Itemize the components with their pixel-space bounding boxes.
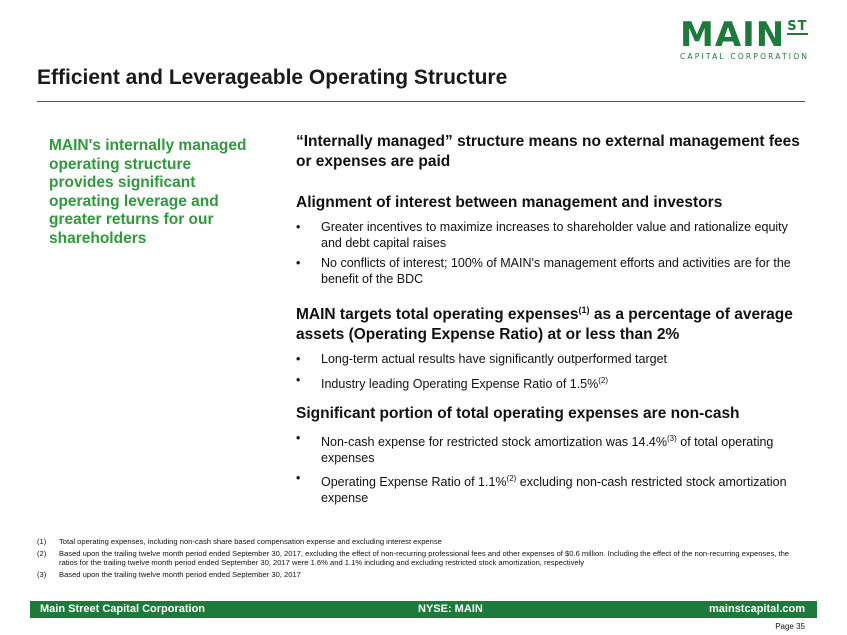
page-title: Efficient and Leverageable Operating Structure (37, 66, 508, 89)
logo-superscript: ST (787, 19, 808, 34)
list-item-text: Non-cash expense for restricted stock amortization was 14.4% (321, 435, 667, 450)
section-heading: Alignment of interest between management and investors (296, 194, 723, 211)
bullet-list (296, 431, 811, 506)
list-item-text: Greater incentives to maximize increases to shareholder value and rationalize equity and debt capital raises (321, 220, 788, 250)
section-non-cash (296, 404, 811, 506)
bullet-icon: • (296, 220, 301, 234)
title-divider (37, 101, 805, 102)
footnote-text: Based upon the trailing twelve month period ended September 30, 2017, excluding the effect of non-recurring professional fees and other expenses of $0.6 million. Including the effect of the non-recurring expenses, the ratios for the trailing twelve month period ended September 30, 2017 were 1.6% and 1.1% including and excluding restricted stock amortization, respectively (59, 549, 790, 567)
list-item-text: No conflicts of interest; 100% of MAIN's management efforts and activities are for the benefit of the BDC (321, 256, 791, 286)
bullet-icon: • (296, 352, 301, 367)
list-item (296, 431, 811, 466)
section-heading (296, 300, 811, 345)
footnote-number: (3) (37, 570, 47, 579)
footer-company: Main Street Capital Corporation (40, 603, 206, 615)
bullet-icon: • (296, 372, 301, 387)
heading-text: MAIN targets total operating expenses (296, 306, 579, 324)
list-item-text: of total operating expenses (321, 435, 774, 465)
footnote-text: Based upon the trailing twelve month period ended September 30, 2017 (59, 570, 301, 579)
footer-website-link[interactable]: mainstcapital.com (709, 603, 805, 615)
footnote-text: Total operating expenses, including non-cash share based compensation expense and excluding interest expense (59, 537, 442, 546)
section-alignment (296, 193, 811, 287)
bullet-icon: • (296, 256, 301, 270)
footnote (37, 549, 807, 567)
logo-name: MAIN (680, 15, 786, 55)
list-item-text: Operating Expense Ratio of 1.1% (321, 475, 507, 490)
footnote-number: (1) (37, 537, 47, 546)
footnote-number: (2) (37, 549, 47, 558)
section-operating-expense-target (296, 300, 811, 392)
footer-ticker: NYSE: MAIN (418, 603, 483, 615)
page-number: Page 35 (775, 622, 805, 631)
bullet-icon: • (296, 471, 301, 486)
company-logo (680, 15, 810, 61)
bullet-list (296, 352, 811, 392)
heading-text: as a percentage of average assets (Operating Expense Ratio) at or less than 2% (296, 306, 793, 344)
section-internally-managed (296, 132, 811, 172)
list-item-text: Long-term actual results have significantly outperformed target (321, 352, 668, 367)
logo-subtitle: CAPITAL CORPORATION (680, 52, 810, 61)
footnote (37, 537, 807, 546)
list-item (296, 373, 811, 393)
list-item (296, 220, 811, 251)
footnote-ref: (1) (578, 305, 590, 315)
footnote-ref: (2) (506, 474, 517, 484)
bullet-list (296, 220, 811, 287)
callout-text: MAIN's internally managed operating structure provides significant operating leverage and greater returns for our shareholders (49, 137, 247, 247)
footnote (37, 570, 807, 579)
logo-wordmark (680, 15, 810, 55)
section-heading: “Internally managed” structure means no external management fees or expenses are paid (296, 133, 800, 170)
main-content (296, 132, 811, 512)
list-item (296, 256, 811, 287)
section-heading: Significant portion of total operating expenses are non-cash (296, 405, 740, 423)
list-item-text: Industry leading Operating Expense Ratio of 1.5% (321, 376, 599, 391)
list-item (296, 352, 811, 368)
bullet-icon: • (296, 431, 301, 446)
footnotes (37, 537, 807, 582)
footer-bar (30, 601, 817, 618)
list-item-text: excluding non-cash restricted stock amortization expense (321, 475, 787, 506)
list-item (296, 471, 811, 506)
footnote-ref: (3) (667, 434, 677, 444)
footnote-ref: (2) (598, 375, 609, 385)
